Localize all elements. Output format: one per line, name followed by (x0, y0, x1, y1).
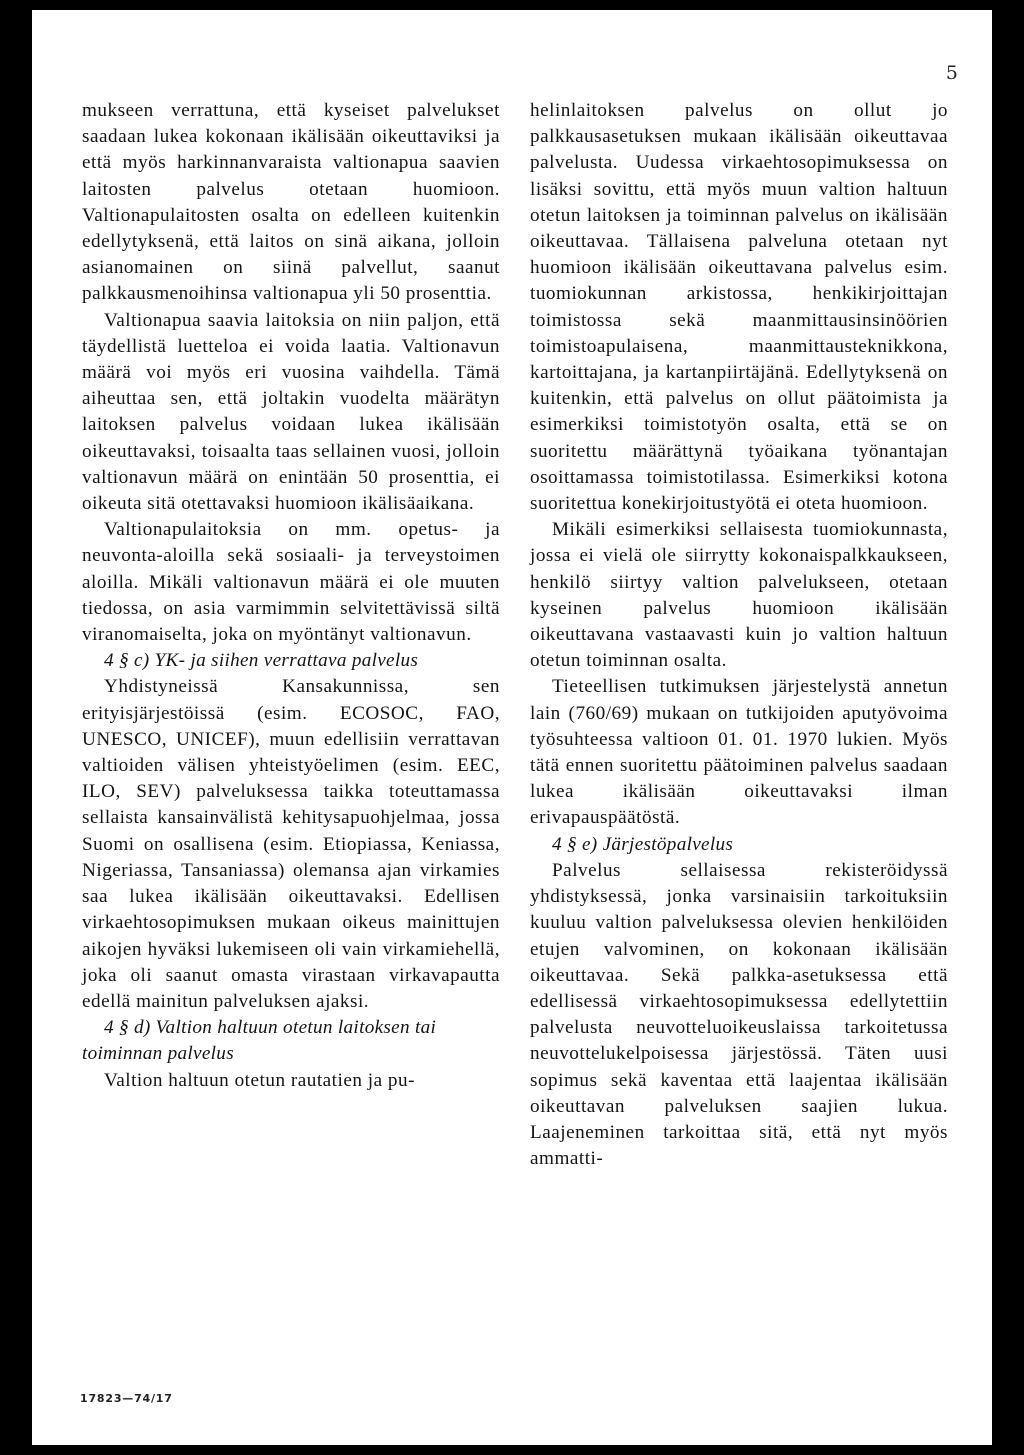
section-heading-4c: 4 § c) YK- ja siihen verrattava palvelus (104, 650, 419, 672)
footer-print-code: 17823—74/17 (80, 1392, 173, 1405)
paragraph: Valtion haltuun otetun rautatien ja pu- (104, 1069, 415, 1091)
paragraph: Tieteellisen tutkimuksen järjestelystä annetun lain (760/69) mukaan on tutkijoiden aputyövoima työsuhteessa valtioon 01. 01. 1970 lukien. Myös tätä ennen suoritettu päätoiminen palvelus saadaan lukea ikälisään oikeuttavaksi ilman erivapauspäätöstä. (530, 676, 948, 829)
section-heading-4d: 4 § d) Valtion haltuun otetun laitoksen tai toiminnan palvelus (82, 1017, 437, 1065)
section-heading-4e: 4 § e) Järjestöpalvelus (552, 833, 734, 855)
paragraph: Mikäli esimerkiksi sellaisesta tuomiokunnasta, jossa ei vielä ole siirrytty kokonaispalkkaukseen, henkilö siirtyy valtion palvelukseen, otetaan kyseinen palvelus huomioon ikälisään oikeuttavana vastaavasti kuin jo valtion haltuun otetun toiminnan osalta. (530, 519, 948, 672)
paragraph: Valtionapulaitoksia on mm. opetus- ja neuvonta-aloilla sekä sosiaali- ja terveystoimen aloilla. Mikäli valtionavun määrä ei ole muuten tiedossa, on asia varmimmin selvitettävissä siltä viranomaiselta, joka on myöntänyt valtionavun. (82, 519, 500, 646)
paragraph: Yhdistyneissä Kansakunnissa, sen erityisjärjestöissä (esim. ECOSOC, FAO, UNESCO, UNICEF), muun edellisiin verrattavan valtioiden välisen yhteistyöelimen (esim. EEC, ILO, SEV) palveluksessa taikka toteuttamassa sellaista kansainvälistä kehitysapuohjelmaa, jossa Suomi on osallisena (esim. Etiopiassa, Keniassa, Nigeriassa, Tansaniassa) olemansa ajan virkamies saa lukea ikälisään oikeuttavaksi. Edellisen virkaehtosopimuksen mukaan oikeus mainittujen aikojen hyväksi lukemiseen oli vain virkamiehellä, joka oli saanut omasta virastaan virkavapautta edellä mainitun palveluksen ajaksi. (82, 676, 500, 1012)
page-number: 5 (945, 62, 958, 84)
document-page (32, 10, 992, 1445)
paragraph: Valtionapua saavia laitoksia on niin paljon, että täydellistä luetteloa ei voida laatia. Valtionavun määrä voi myös eri vuosina vaihdella. Tämä aiheuttaa sen, että joltakin vuodelta määrätyn laitoksen palvelus voidaan lukea ikälisään oikeuttavaksi, toisaalta taas sellainen vuosi, jolloin valtionavun määrä on enintään 50 prosenttia, ei oikeuta sitä otettavaksi huomioon ikälisäaikana. (82, 309, 500, 515)
left-column (82, 98, 500, 1094)
paragraph: Palvelus sellaisessa rekisteröidyssä yhdistyksessä, jonka varsinaisiin tarkoituksiin kuuluu valtion palveluksessa olevien henkilöiden etujen valvominen, on kokonaan ikälisään oikeuttavaa. Sekä palkka-asetuksessa että edellisessä virkaehtosopimuksessa edellytettiin palvelusta neuvotteluoikeuslaissa tarkoitetussa neuvottelukelpoisessa järjestössä. Täten uusi sopimus sekä kaventaa että laajentaa ikälisään oikeuttavan palveluksen saajien lukua. Laajeneminen tarkoittaa sitä, että nyt myös ammatti- (530, 859, 948, 1170)
right-column (530, 98, 948, 1172)
paragraph: mukseen verrattuna, että kyseiset palvelukset saadaan lukea kokonaan ikälisään oikeuttaviksi ja että myös harkinnanvaraista valtionapua saavien laitosten palvelus otetaan huomioon. Valtionapulaitosten osalta on edelleen kuitenkin edellytyksenä, että laitos on sinä aikana, jolloin asianomainen on siinä palvellut, saanut palkkausmenoihinsa valtionapua yli 50 prosenttia. (82, 100, 500, 305)
paragraph: helinlaitoksen palvelus on ollut jo palkkausasetuksen mukaan ikälisään oikeuttavaa palvelusta. Uudessa virkaehtosopimuksessa on lisäksi sovittu, että myös muun valtion haltuun otetun laitoksen ja toiminnan palvelus on ikälisään oikeuttavaa. Tällaisena palveluna otetaan nyt huomioon ikälisään oikeuttavana palvelus esim. tuomiokunnan arkistossa, henkikirjoittajan toimistossa sekä maanmittausinsinöörien toimistoapulaisena, maanmittausteknikkona, kartoittajana, ja kartanpiirtäjänä. Edellytyksenä on kuitenkin, että palvelus on ollut päätoimista ja esimerkiksi toimistotyön osalta, että se on suoritettu määrättynä työaikana työnantajan osoittamassa toimistotilassa. Esimerkiksi kotona suoritettua konekirjoitustyötä ei oteta huomioon. (530, 100, 948, 515)
